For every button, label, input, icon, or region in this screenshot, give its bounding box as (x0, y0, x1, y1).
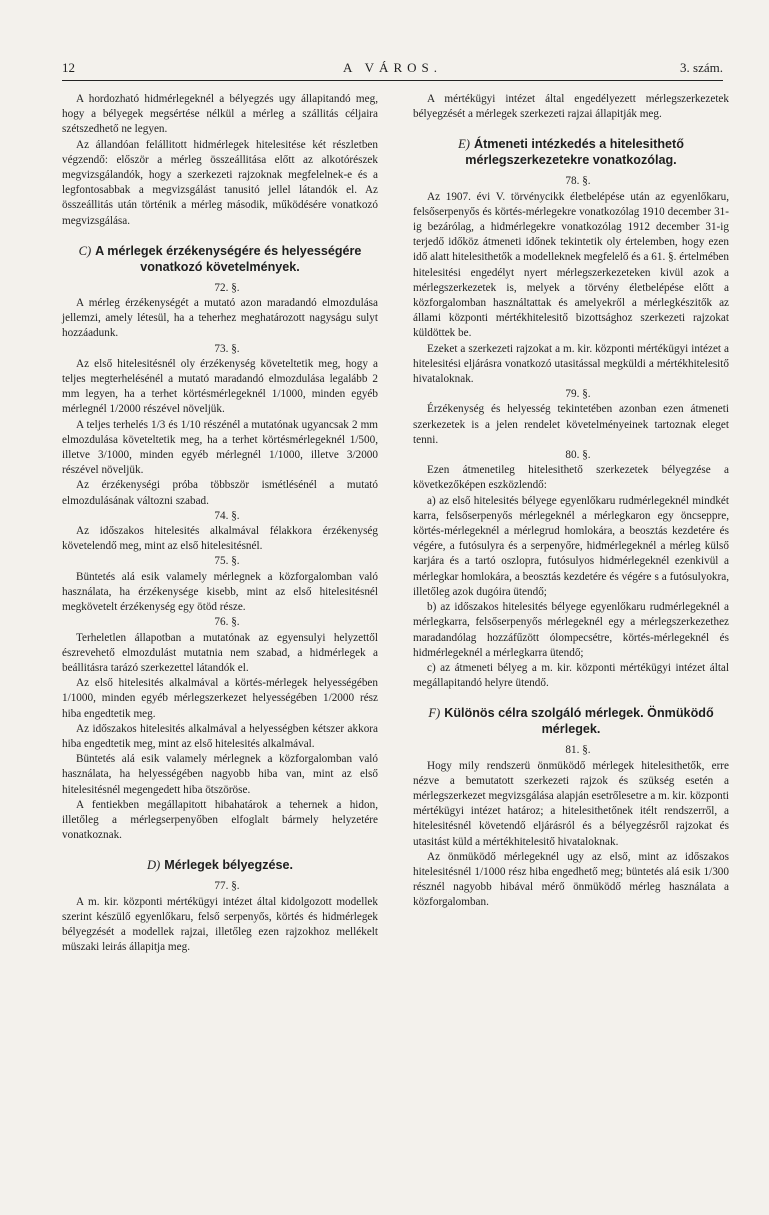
paragraph-number: 80. §. (565, 449, 591, 462)
list-item: b) az időszakos hitelesités bélyege egyenlőkaru rudmérlegeknél a mérlegkarra, felsőserpenyős mérlegeknél egy a mérlegszerkezethez maradandólag hozzáfűzött ólompecsétre, körtés-mérlegeknél és hidmérlegeknél a mérlegkarra ütendő; (413, 601, 729, 659)
paragraph: A teljes terhelés 1/3 és 1/10 részénél a mutatónak ugyancsak 2 mm elmozdulása követeltetik meg, ha a terhet körtésmérlegeknél 1/500, illetve 3/1000, minden egyéb mérlegnél 1/1000, illetve 3/2000 részével növeljük. (62, 418, 378, 477)
paragraph-number: 74. §. (214, 509, 240, 522)
section-letter: F) (428, 706, 441, 721)
section-title: Átmeneti intézkedés a hitelesithető mérlegszerkezetekre vonatkozólag. (465, 137, 684, 168)
paragraph-number: 73. §. (214, 342, 240, 355)
section-letter: E) (458, 137, 470, 152)
paragraph: Érzékenység és helyesség tekintetében azonban ezen átmeneti szerkezetek is a jelen rendelet követelményeinek tartoznak eleget tenni. (413, 403, 729, 446)
paragraph: Büntetés alá esik valamely mérlegnek a közforgalomban való használata, ha helyességében nagyobb hiba van, mint az első hitelesitésnél megengedett hiba ötszöröse. (62, 753, 378, 796)
section-letter: C) (78, 243, 92, 258)
paragraph: A mértékügyi intézet által engedélyezett mérlegszerkezetek bélyegzését a mérlegek szerkezeti rajzai állapitják meg. (413, 93, 729, 121)
section-heading-c (62, 243, 378, 275)
issue-number: 3. szám. (680, 60, 723, 75)
right-column (413, 92, 729, 911)
paragraph: Ezeket a szerkezeti rajzokat a m. kir. központi mértékügyi intézet a hitelesitési eljárásra vonatkozó utasitással megküldi a mértékhitelesitő hivataloknak. (413, 342, 729, 386)
paragraph: Az érzékenységi próba többször ismétlésénél a mutató elmozdulásának változni szabad. (62, 479, 378, 507)
paragraph: Az állandóan felállitott hidmérlegek hitelesitése két részletben végzendő: először a mérleg összeállitása előtt az alkotórészek megvizsgálandók, hogy a szerkezeti rajzoknak megfelelnek-e és a legfontosabbak a megvizsgálást tanusitó jellel látandók el. Az összeállitás után történik a mérleg második, működésére vonatkozó megvizsgálása. (62, 138, 378, 227)
paragraph: A hordozható hidmérlegeknél a bélyegzés ugy állapitandó meg, hogy a bélyegek megsértése nélkül a mérleg a szállitás céljaira szétszedhető ne legyen. (62, 93, 378, 136)
publication-title: A VÁROS. (342, 60, 442, 75)
paragraph: Hogy mily rendszerü önmüködő mérlegek hitelesithetők, erre nézve a bemutatott szerkezeti rajzok és szükség esetén a mérlegszerkezet megvizsgálása alapján esetrőlesetre a m. kir. központi mértékügyi intézet határoz; a hitelesithetőnek itélt rendszerről, a hitelesitésnél követendő eljárásról és a bélyegzésről rajzokat és utasitást küld a mértékhitelesitő hivataloknak. (413, 759, 729, 848)
paragraph: Az 1907. évi V. törvénycikk életbelépése után az egyenlőkaru, felsőserpenyős és körtés-mérlegekre vonatkozólag 1910 december 31-ig bezárólag, a hidmérlegekre vonatkozólag 1912 december 31-ig terjedő időköz átmeneti időnek tekintetik oly értelemben, hogy ezen idő alatt hitelesithetők a modelleknek megfelelő és a 61. §. értelmében hitelesitési engedélyt nyert mérlegszerkezeteken kivül azok a mérlegszerkezetek is, melyek a törvény életbelépése előtt a közforgalomban használtattak és amelyekről a mérlegkészitők az állami központi mértékhitelesitő bizottsághoz szerkezeti rajzokat küldöttek be. (413, 190, 729, 340)
paragraph: Az időszakos hitelesités alkalmával a helyességben kétszer akkora hiba engedtetik meg, mint az első hitelesités alkalmával. (62, 722, 378, 750)
section-heading-e (413, 136, 729, 168)
paragraph: A mérleg érzékenységét a mutató azon maradandó elmozdulása jellemzi, amely létesül, ha a teherhez meghatározott nagyságu sulyt hozzáadunk. (62, 297, 378, 340)
paragraph-number: 76. §. (214, 616, 240, 629)
paragraph-number: 75. §. (214, 555, 240, 568)
paragraph-number: 77. §. (214, 880, 240, 893)
page-number: 12 (62, 60, 75, 75)
paragraph: Büntetés alá esik valamely mérlegnek a közforgalomban való használata, ha érzékenysége kisebb, mint az első hitelesitésnél megkövetelt érzékenység egy ötöd része. (62, 570, 378, 614)
section-title: Mérlegek bélyegzése. (164, 858, 294, 873)
paragraph: Terheletlen állapotban a mutatónak az egyensulyi helyzettől észrevehető elmozdulást mutatnia nem szabad, a hidmérlegek a beállitásra tarázó szerkezettel látandók el. (62, 631, 378, 674)
paragraph: Az önmüködő mérlegeknél ugy az első, mint az időszakos hitelesitésnél 1/1000 rész hiba engedhető meg; büntetés alá esik 1/300 résznél nagyobb hibával mérő önmüködő mérleg használata a közforgalomban. (413, 850, 729, 909)
page-header (62, 58, 723, 81)
list-item: c) az átmeneti bélyeg a m. kir. központi mértékügyi intézet által megállapitandó helyre ütendő. (413, 661, 729, 690)
paragraph-number: 78. §. (565, 175, 591, 188)
paragraph-number: 72. §. (214, 281, 240, 294)
paragraph: A m. kir. központi mértékügyi intézet által kidolgozott modellek szerint készülő egyenlőkaru, felső serpenyős, körtés és hidmérlegek bélyegzését a modellek rajzai, illetőleg ezen rajzokhoz mellékelt müszaki leirás állapitja meg. (62, 895, 378, 954)
paragraph: Az első hitelesités alkalmával a körtés-mérlegek helyességében 1/1000, minden egyéb mérlegszerkezet helyességében 1/2000 rész hiba engedtetik meg. (62, 677, 378, 720)
section-heading-f (413, 705, 729, 737)
paragraph-number: 81. §. (565, 744, 591, 757)
section-heading-d (62, 857, 378, 873)
paragraph: Az időszakos hitelesités alkalmával félakkora érzékenység követelendő meg, mint az első hitelesitésnél. (62, 525, 378, 553)
section-letter: D) (146, 858, 161, 873)
paragraph: Az első hitelesitésnél oly érzékenység követeltetik meg, hogy a teljes megterhelésénél a mutató maradandó elmozdulása legalább 2 mm legyen, ha a terhet körtésmérlegeknél 1/1000, minden egyéb mérlegnél 1/2000 részével növeljük. (62, 357, 378, 416)
list-item: a) az első hitelesités bélyege egyenlőkaru rudmérlegeknél mindkét karra, felsőserpenyős mérlegeknél a mérlegkaron egy öncseppre, körtés-mérlegeknél a mérlegrud homlokára, a beosztás kezdetére és végére, a futósulyra és a serpenyőre, hidmérlegeknél a mérleg külső karjára és a tartó oszlopra, futósulyos hidmérlegeknél ezenkivül a mérlegkar homlokára, a beosztás kezdetére és végére s a futósulyokra, illetőleg azok dugóira ütendő; (413, 494, 729, 598)
section-title: A mérlegek érzékenységére és helyességére vonatkozó követelmények. (95, 243, 362, 274)
section-title: Különös célra szolgáló mérlegek. Önmüködő mérlegek. (444, 706, 714, 737)
paragraph-number: 79. §. (565, 388, 591, 401)
left-column (62, 92, 378, 955)
paragraph: A fentiekben megállapitott hibahatárok a tehernek a hidon, illetőleg a mérlegserpenyőben elfoglalt bármely helyzetére vonatkoznak. (62, 798, 378, 842)
paragraph: Ezen átmenetileg hitelesithető szerkezetek bélyegzése a következőképen eszközlendő: (413, 464, 729, 492)
